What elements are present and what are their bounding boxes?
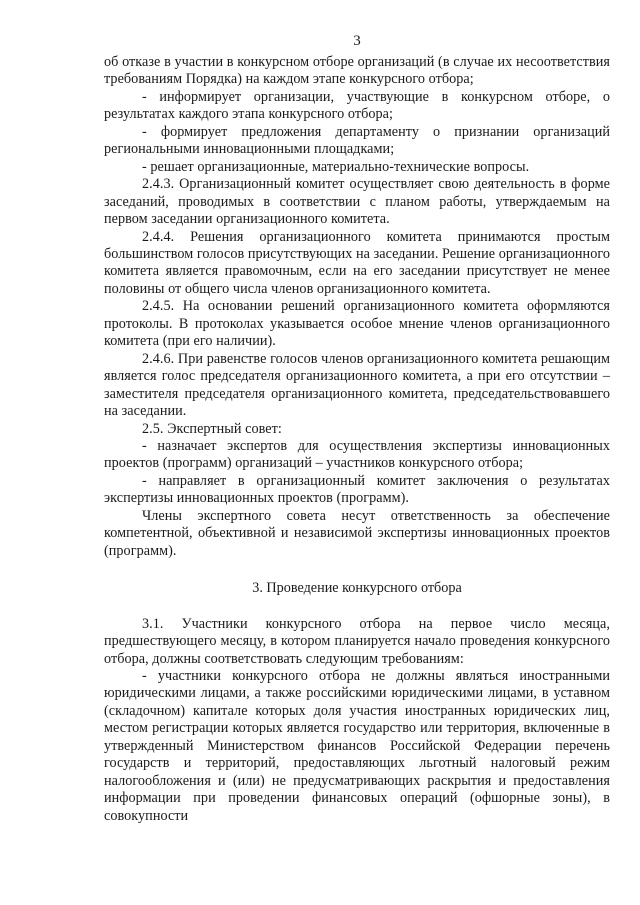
paragraph-appoints-experts: - назначает экспертов для осуществления экспертизы инновационных проектов (программ) организаций – участников конкурсного отбора;: [104, 437, 610, 472]
paragraph-foreign-entities: - участники конкурсного отбора не должны являться иностранными юридическими лицами, а также российскими юридическими лицами, в уставном (складочном) капитале которых доля участия иностранных юридических лиц, местом регистрации которых является государство или территория, включенные в утвержденный Министерством финансов Российской Федерации перечень государств и территорий, предоставляющих льготный налоговый режим налогообложения и (или) не предусматривающих раскрытия и предоставления информации при проведении финансовых операций (офшорные зоны), в совокупности: [104, 667, 610, 824]
paragraph-2-4-6: 2.4.6. При равенстве голосов членов организационного комитета решающим является голос председателя организационного комитета, а при его отсутствии – заместителя председателя организационного комитета, председательствовавшего на заседании.: [104, 350, 610, 420]
paragraph-expert-responsibility: Члены экспертного совета несут ответственность за обеспечение компетентной, объективной и независимой экспертизы инновационных проектов (программ).: [104, 507, 610, 559]
page-number: 3: [353, 33, 361, 49]
paragraph-decision-refusal: об отказе в участии в конкурсном отборе организаций (в случае их несоответствия требованиям Порядка) на каждом этапе конкурсного отбора;: [104, 54, 610, 88]
paragraph-2-4-4: 2.4.4. Решения организационного комитета принимаются простым большинством голосов присутствующих на заседании. Решение организационного комитета является правомочным, если на его заседании присутствует не менее половины от общего числа членов организационного комитета.: [104, 228, 610, 297]
paragraph-forms-proposals: - формирует предложения департаменту о признании организаций региональными инновационными площадками;: [104, 123, 610, 158]
paragraph-2-5: 2.5. Экспертный совет:: [142, 420, 282, 437]
paragraph-2-4-5: 2.4.5. На основании решений организационного комитета оформляются протоколы. В протоколах указывается особое мнение членов организационного комитета (при его наличии).: [104, 298, 610, 350]
section-heading: 3. Проведение конкурсного отбора: [252, 580, 462, 597]
paragraph-3-1: 3.1. Участники конкурсного отбора на первое число месяца, предшествующего месяцу, в котором планируется начало проведения конкурсного отбора, должны соответствовать следующим требованиям:: [104, 615, 610, 667]
paragraph-informs-organizations: - информирует организации, участвующие в конкурсном отборе, о результатах каждого этапа конкурсного отбора;: [104, 88, 610, 123]
document-page: [104, 32, 610, 825]
paragraph-sends-conclusions: - направляет в организационный комитет заключения о результатах экспертизы инновационных проектов (программ).: [104, 472, 610, 507]
paragraph-solves-issues: - решает организационные, материально-технические вопросы.: [142, 158, 530, 175]
paragraph-2-4-3: 2.4.3. Организационный комитет осуществляет свою деятельность в форме заседаний, проводимых в соответствии с планом работы, утверждаемым на первом заседании организационного комитета.: [104, 176, 610, 228]
body-text-top: [104, 54, 610, 560]
body-text-bottom: [104, 616, 610, 825]
